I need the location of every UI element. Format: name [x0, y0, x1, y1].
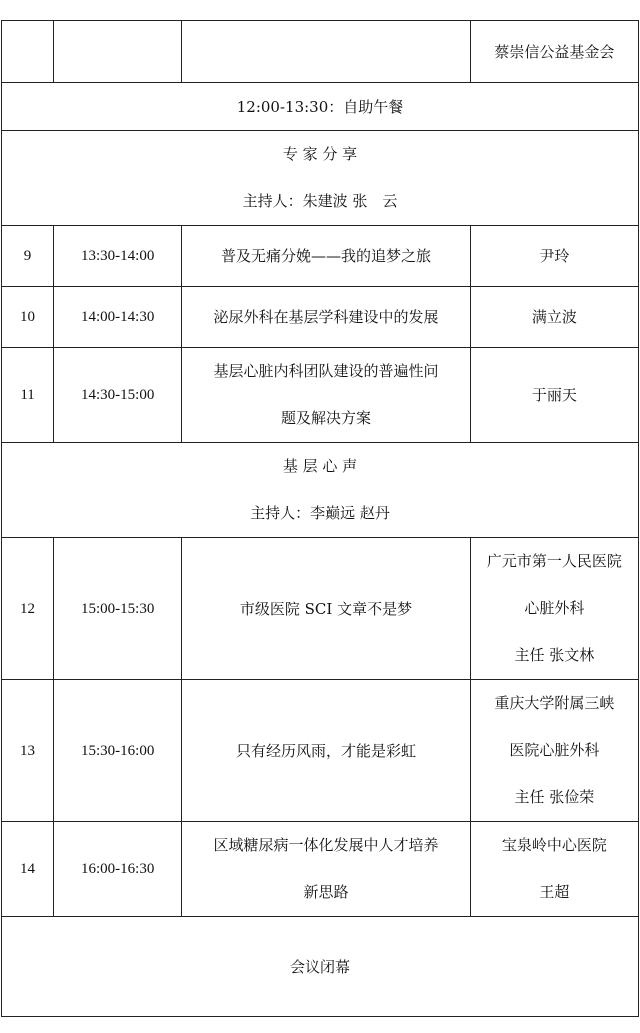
table-row	[2, 538, 639, 680]
session-speaker: 重庆大学附属三峡 医院心脏外科 主任 张俭荣	[470, 680, 638, 822]
section-title: 专 家 分 享	[282, 145, 358, 163]
session-speaker: 广元市第一人民医院 心脏外科 主任 张文林	[470, 538, 638, 680]
table-row	[2, 21, 639, 83]
session-number: 10	[2, 287, 54, 348]
organizer-cell: 蔡崇信公益基金会	[470, 21, 638, 83]
session-number: 14	[2, 822, 54, 917]
table-row	[2, 822, 639, 917]
closing-cell: 会议闭幕	[2, 917, 639, 1017]
table-row	[2, 287, 639, 348]
closing-row	[2, 917, 639, 1017]
conference-schedule-table	[1, 20, 639, 1017]
session-title: 市级医院 SCI 文章不是梦	[182, 538, 470, 680]
section-host: 主持人：李巅远 赵丹	[250, 504, 390, 522]
session-title: 普及无痛分娩——我的追梦之旅	[182, 226, 470, 287]
lunch-row	[2, 83, 639, 131]
section-header-row	[2, 131, 639, 226]
session-title: 只有经历风雨，才能是彩虹	[182, 680, 470, 822]
section-host: 主持人：朱建波 张 云	[242, 192, 398, 210]
session-title: 区域糖尿病一体化发展中人才培养 新思路	[182, 822, 470, 917]
session-time: 13:30-14:00	[54, 226, 182, 287]
empty-cell	[182, 21, 470, 83]
session-number: 11	[2, 348, 54, 443]
table-row	[2, 348, 639, 443]
section-title: 基 层 心 声	[282, 457, 358, 475]
lunch-cell: 12:00-13:30：自助午餐	[2, 83, 639, 131]
session-time: 16:00-16:30	[54, 822, 182, 917]
session-number: 12	[2, 538, 54, 680]
session-title: 泌尿外科在基层学科建设中的发展	[182, 287, 470, 348]
section-header-row	[2, 443, 639, 538]
table-row	[2, 226, 639, 287]
session-number: 13	[2, 680, 54, 822]
session-speaker: 于丽天	[470, 348, 638, 443]
empty-cell	[2, 21, 54, 83]
session-speaker: 满立波	[470, 287, 638, 348]
table-row	[2, 680, 639, 822]
session-speaker: 宝泉岭中心医院 王超	[470, 822, 638, 917]
session-time: 15:00-15:30	[54, 538, 182, 680]
session-time: 15:30-16:00	[54, 680, 182, 822]
empty-cell	[54, 21, 182, 83]
session-speaker: 尹玲	[470, 226, 638, 287]
section-header-cell	[2, 443, 639, 538]
session-number: 9	[2, 226, 54, 287]
session-title: 基层心脏内科团队建设的普遍性问 题及解决方案	[182, 348, 470, 443]
session-time: 14:30-15:00	[54, 348, 182, 443]
session-time: 14:00-14:30	[54, 287, 182, 348]
section-header-cell	[2, 131, 639, 226]
